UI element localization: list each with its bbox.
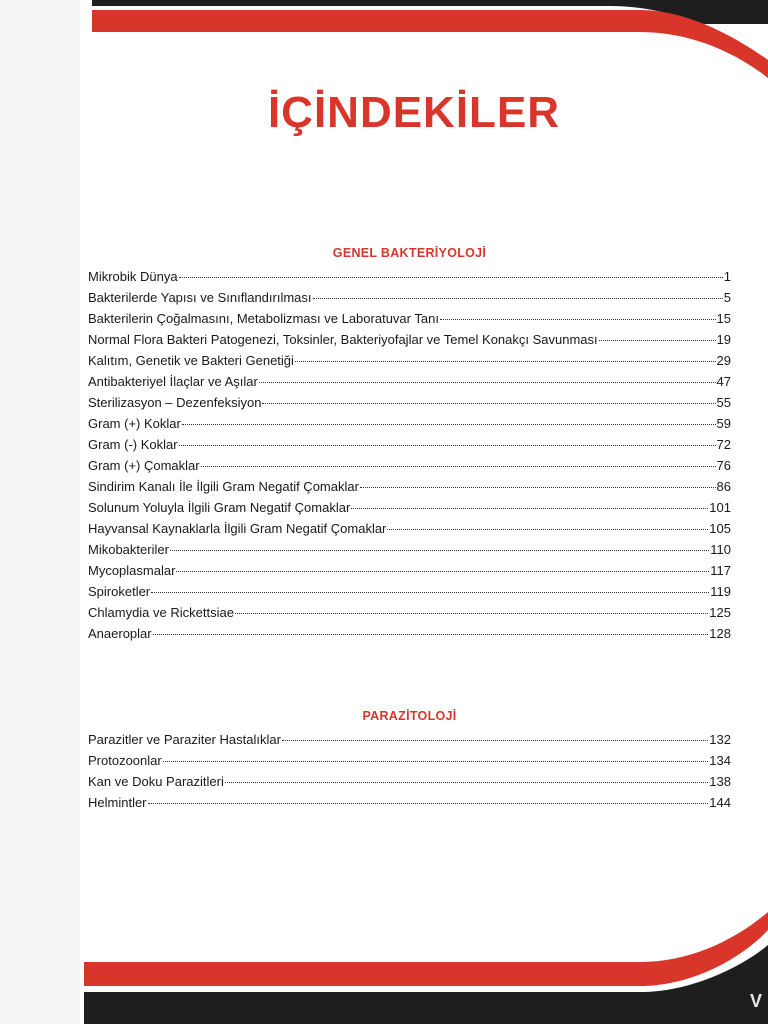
- toc-entry-page-number: 29: [716, 353, 731, 368]
- toc-entry-title: Gram (+) Çomaklar: [88, 458, 200, 473]
- toc-entry-page-number: 134: [709, 753, 731, 768]
- toc-entry-page-number: 144: [709, 795, 731, 810]
- toc-entry-title: Helmintler: [88, 795, 147, 810]
- toc-list: [88, 729, 731, 813]
- toc-entry-page-number: 47: [716, 374, 731, 389]
- section-bacteriology: [88, 244, 731, 644]
- dot-leader: [153, 634, 709, 635]
- toc-entry-title: Sterilizasyon – Dezenfeksiyon: [88, 395, 262, 410]
- toc-entry[interactable]: [88, 581, 731, 602]
- page-title: İÇİNDEKİLER: [267, 88, 561, 137]
- toc-entry-title: Hayvansal Kaynaklarla İlgili Gram Negatif Çomaklar: [88, 521, 387, 536]
- dot-leader: [235, 613, 708, 614]
- toc-entry[interactable]: [88, 413, 731, 434]
- toc-entry[interactable]: [88, 750, 731, 771]
- dot-leader: [259, 382, 716, 383]
- toc-entry-page-number: 15: [716, 311, 731, 326]
- toc-entry-page-number: 132: [709, 732, 731, 747]
- toc-entry[interactable]: [88, 308, 731, 329]
- dot-leader: [170, 550, 709, 551]
- toc-entry-page-number: 1: [723, 269, 731, 284]
- dot-leader: [182, 424, 716, 425]
- toc-entry-page-number: 76: [716, 458, 731, 473]
- dot-leader: [225, 782, 708, 783]
- toc-entry-page-number: 5: [723, 290, 731, 305]
- dot-leader: [179, 277, 723, 278]
- toc-entry[interactable]: [88, 476, 731, 497]
- toc-entry-title: Gram (-) Koklar: [88, 437, 178, 452]
- section-heading: GENEL BAKTERİYOLOJİ: [332, 246, 487, 260]
- toc-entry[interactable]: [88, 792, 731, 813]
- toc-entry-title: Gram (+) Koklar: [88, 416, 181, 431]
- toc-entry-title: Antibakteriyel İlaçlar ve Aşılar: [88, 374, 258, 389]
- dot-leader: [262, 403, 715, 404]
- toc-entry[interactable]: [88, 518, 731, 539]
- toc-entry-page-number: 125: [709, 605, 731, 620]
- toc-entry[interactable]: [88, 350, 731, 371]
- toc-entry-title: Spiroketler: [88, 584, 151, 599]
- toc-entry[interactable]: [88, 329, 731, 350]
- dot-leader: [201, 466, 716, 467]
- toc-entry[interactable]: [88, 771, 731, 792]
- toc-entry[interactable]: [88, 623, 731, 644]
- dot-leader: [176, 571, 709, 572]
- toc-entry-page-number: 19: [716, 332, 731, 347]
- toc-entry[interactable]: [88, 392, 731, 413]
- toc-entry[interactable]: [88, 455, 731, 476]
- dot-leader: [179, 445, 716, 446]
- toc-entry[interactable]: [88, 287, 731, 308]
- dot-leader: [360, 487, 716, 488]
- toc-entry-title: Parazitler ve Paraziter Hastalıklar: [88, 732, 281, 747]
- toc-entry-page-number: 72: [716, 437, 731, 452]
- toc-entry-page-number: 86: [716, 479, 731, 494]
- toc-entry-page-number: 138: [709, 774, 731, 789]
- top-red-band: [92, 10, 768, 78]
- toc-entry-title: Solunum Yoluyla İlgili Gram Negatif Çomaklar: [88, 500, 351, 515]
- toc-entry-title: Sindirim Kanalı İle İlgili Gram Negatif Çomaklar: [88, 479, 359, 494]
- toc-entry-title: Chlamydia ve Rickettsiae: [88, 605, 234, 620]
- toc-entry-page-number: 55: [716, 395, 731, 410]
- bottom-red-band: [84, 912, 768, 986]
- toc-entry[interactable]: [88, 266, 731, 287]
- toc-entry-title: Normal Flora Bakteri Patogenezi, Toksinler, Bakteriyofajlar ve Temel Konakçı Savunması: [88, 332, 598, 347]
- toc-entry-page-number: 59: [716, 416, 731, 431]
- section-parasitology: [88, 707, 731, 813]
- dot-leader: [282, 740, 708, 741]
- dot-leader: [440, 319, 716, 320]
- toc-entry-title: Mikrobik Dünya: [88, 269, 178, 284]
- section-heading: PARAZİTOLOJİ: [362, 709, 457, 723]
- page-number: V: [749, 991, 762, 1011]
- toc-entry-title: Protozoonlar: [88, 753, 162, 768]
- dot-leader: [148, 803, 709, 804]
- toc-entry[interactable]: [88, 602, 731, 623]
- toc-entry[interactable]: [88, 729, 731, 750]
- toc-entry-title: Bakterilerde Yapısı ve Sınıflandırılması: [88, 290, 312, 305]
- toc-entry-title: Kan ve Doku Parazitleri: [88, 774, 224, 789]
- toc-entry-title: Anaeroplar: [88, 626, 152, 641]
- page-margin-shade: [0, 0, 80, 1024]
- dot-leader: [163, 761, 709, 762]
- toc-entry-title: Kalıtım, Genetik ve Bakteri Genetiği: [88, 353, 294, 368]
- dot-leader: [599, 340, 716, 341]
- toc-entry-title: Mikobakteriler: [88, 542, 169, 557]
- dot-leader: [295, 361, 716, 362]
- toc-entry-page-number: 117: [710, 563, 731, 578]
- toc-entry[interactable]: [88, 539, 731, 560]
- toc-entry-page-number: 128: [709, 626, 731, 641]
- toc-list: [88, 266, 731, 644]
- toc-entry[interactable]: [88, 497, 731, 518]
- toc-entry-page-number: 101: [709, 500, 731, 515]
- toc-entry-title: Bakterilerin Çoğalmasını, Metabolizması ve Laboratuvar Tanı: [88, 311, 439, 326]
- toc-entry[interactable]: [88, 560, 731, 581]
- dot-leader: [313, 298, 723, 299]
- toc-entry-page-number: 119: [710, 584, 731, 599]
- dot-leader: [351, 508, 708, 509]
- dot-leader: [151, 592, 709, 593]
- toc-entry[interactable]: [88, 434, 731, 455]
- toc-entry[interactable]: [88, 371, 731, 392]
- toc-entry-page-number: 105: [709, 521, 731, 536]
- dot-leader: [387, 529, 708, 530]
- toc-entry-page-number: 110: [710, 542, 731, 557]
- toc-entry-title: Mycoplasmalar: [88, 563, 176, 578]
